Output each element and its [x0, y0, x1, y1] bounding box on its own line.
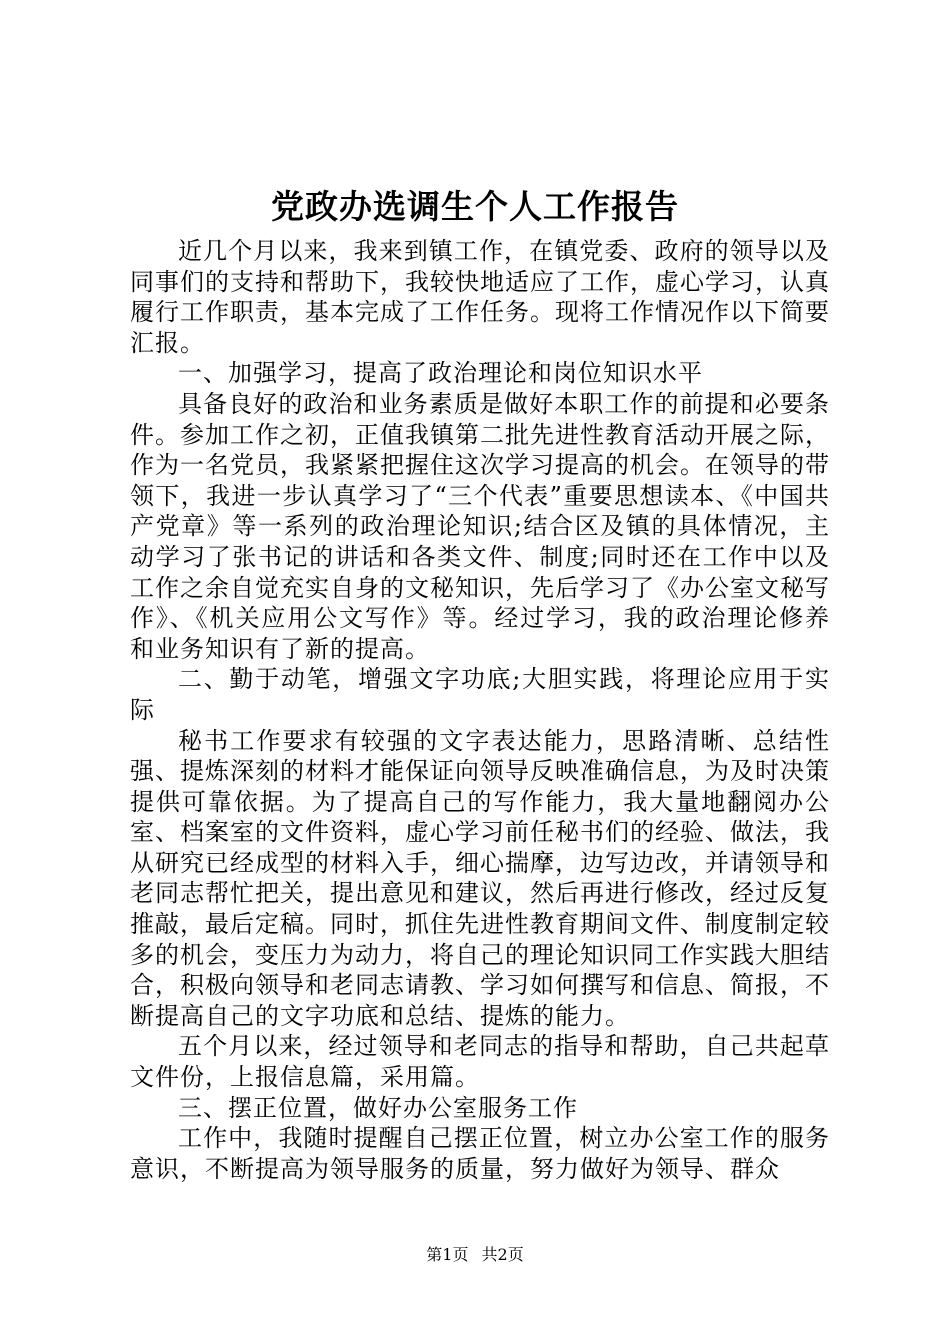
- page-number-current: 第1页: [426, 1245, 469, 1264]
- document-body: [130, 236, 830, 1184]
- paragraph-section-2: 秘书工作要求有较强的文字表达能力，思路清晰、总结性强、提炼深刻的材料才能保证向领导反映准确信息，为及时决策提供可靠依据。为了提高自己的写作能力，我大量地翻阅办公室、档案室的文件资料，虚心学习前任秘书们的经验、做法，我从研究已经成型的材料入手，细心揣摩，边写边改，并请领导和老同志帮忙把关，提出意见和建议，然后再进行修改，经过反复推敲，最后定稿。同时，抓住先进性教育期间文件、制度制定较多的机会，变压力为动力，将自己的理论知识同工作实践大胆结合，积极向领导和老同志请教、学习如何撰写和信息、简报，不断提高自己的文字功底和总结、提炼的能力。: [130, 726, 830, 1030]
- section-heading-3: 三、摆正位置，做好办公室服务工作: [178, 1093, 578, 1122]
- paragraph-section-2-summary: 五个月以来，经过领导和老同志的指导和帮助，自己共起草文件份，上报信息篇，采用篇。: [130, 1032, 830, 1092]
- paragraph-section-3: 工作中，我随时提醒自己摆正位置，树立办公室工作的服务意识，不断提高为领导服务的质量，努力做好为领导、群众: [130, 1124, 830, 1183]
- section-heading-1: 一、加强学习，提高了政治理论和岗位知识水平: [178, 359, 703, 388]
- document-title: 党政办选调生个人工作报告: [271, 187, 679, 226]
- page-footer: [0, 1243, 950, 1267]
- paragraph-section-1: 具备良好的政治和业务素质是做好本职工作的前提和必要条件。参加工作之初，正值我镇第二批先进性教育活动开展之际，作为一名党员，我紧紧把握住这次学习提高的机会。在领导的带领下，我进一步认真学习了“三个代表”重要思想读本、《中国共产党章》等一系列的政治理论知识;结合区及镇的具体情况，主动学习了张书记的讲话和各类文件、制度;同时还在工作中以及工作之余自觉充实自身的文秘知识，先后学习了《办公室文秘写作》、《机关应用公文写作》等。经过学习，我的政治理论修养和业务知识有了新的提高。: [130, 389, 830, 663]
- page-number-total: 共2页: [481, 1245, 524, 1264]
- section-heading-2: 二、勤于动笔，增强文字功底;大胆实践，将理论应用于实际: [130, 665, 830, 724]
- paragraph-intro: 近几个月以来，我来到镇工作，在镇党委、政府的领导以及同事们的支持和帮助下，我较快地适应了工作，虚心学习，认真履行工作职责，基本完成了工作任务。现将工作情况作以下简要汇报。: [130, 237, 830, 357]
